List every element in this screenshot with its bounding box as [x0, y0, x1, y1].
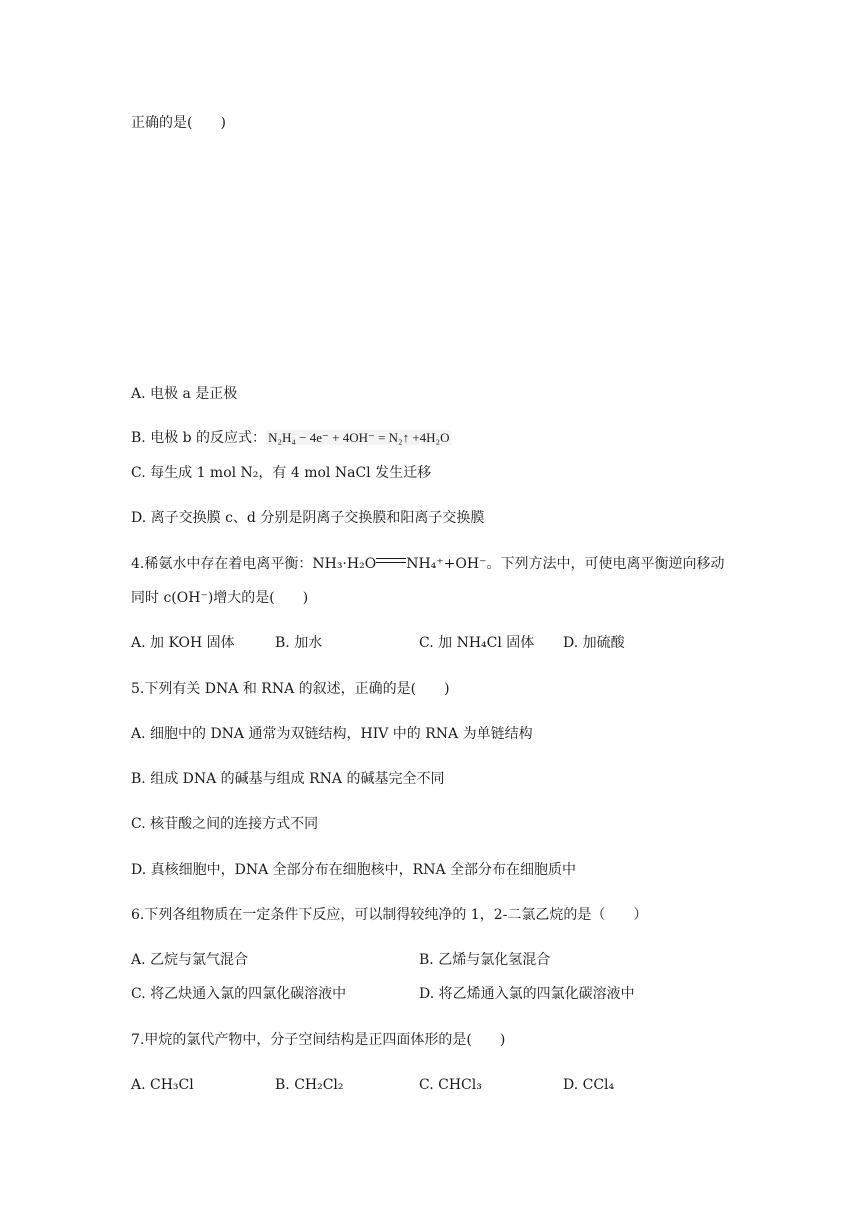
q5-option-a: A. 细胞中的 DNA 通常为双链结构，HIV 中的 RNA 为单链结构	[131, 726, 533, 742]
q6-option-a: A. 乙烷与氯气混合	[131, 952, 249, 968]
q4-stem-product: NH₄⁺+OH⁻	[406, 556, 487, 572]
q6-stem: 6.下列各组物质在一定条件下反应，可以制得较纯净的 1，2-二氯乙烷的是（ ）	[131, 907, 648, 923]
q6-option-b: B. 乙烯与氯化氢混合	[419, 952, 551, 968]
q7-option-a: A. CH₃Cl	[131, 1077, 194, 1093]
q3-stem-tail: 正确的是( )	[131, 115, 226, 131]
q3-option-c: C. 每生成 1 mol N₂，有 4 mol NaCl 发生迁移	[131, 465, 432, 481]
q5-option-b: B. 组成 DNA 的碱基与组成 RNA 的碱基完全不同	[131, 771, 445, 787]
q7-option-b: B. CH₂Cl₂	[275, 1077, 344, 1093]
q3-option-d: D. 离子交换膜 c、d 分别是阴离子交换膜和阳离子交换膜	[131, 510, 485, 526]
q3-option-b-formula: N₂H₄ − 4e⁻ + 4OH⁻ = N₂↑ +4H₂O	[268, 430, 450, 445]
q4-stem-line2: 同时 c(OH⁻)增大的是( )	[131, 590, 309, 606]
q6-option-d: D. 将乙烯通入氯的四氯化碳溶液中	[419, 986, 635, 1002]
q4-option-a: A. 加 KOH 固体	[131, 635, 235, 651]
q4-option-b: B. 加水	[275, 635, 323, 651]
q7-option-d: D. CCl₄	[563, 1077, 615, 1093]
q4-stem-prefix: 4.稀氨水中存在着电离平衡：NH₃·H₂O	[131, 556, 377, 572]
q3-option-a: A. 电极 a 是正极	[131, 386, 238, 402]
q4-option-c: C. 加 NH₄Cl 固体	[419, 635, 535, 651]
q5-stem: 5.下列有关 DNA 和 RNA 的叙述，正确的是( )	[131, 681, 450, 697]
q3-option-b	[131, 429, 451, 447]
q5-option-d: D. 真核细胞中，DNA 全部分布在细胞核中，RNA 全部分布在细胞质中	[131, 862, 577, 878]
q7-stem: 7.甲烷的氯代产物中，分子空间结构是正四面体形的是( )	[131, 1032, 506, 1048]
q3-option-b-prefix: B. 电极 b 的反应式：	[131, 430, 267, 446]
q5-option-c: C. 核苷酸之间的连接方式不同	[131, 816, 319, 832]
q7-option-c: C. CHCl₃	[419, 1077, 482, 1093]
equilibrium-arrow-icon	[376, 558, 406, 564]
q4-stem-line1	[131, 555, 724, 573]
q4-option-d: D. 加硫酸	[563, 635, 625, 651]
q6-option-c: C. 将乙炔通入氯的四氯化碳溶液中	[131, 986, 347, 1002]
q4-stem-suffix: 。下列方法中，可使电离平衡逆向移动	[486, 556, 725, 572]
